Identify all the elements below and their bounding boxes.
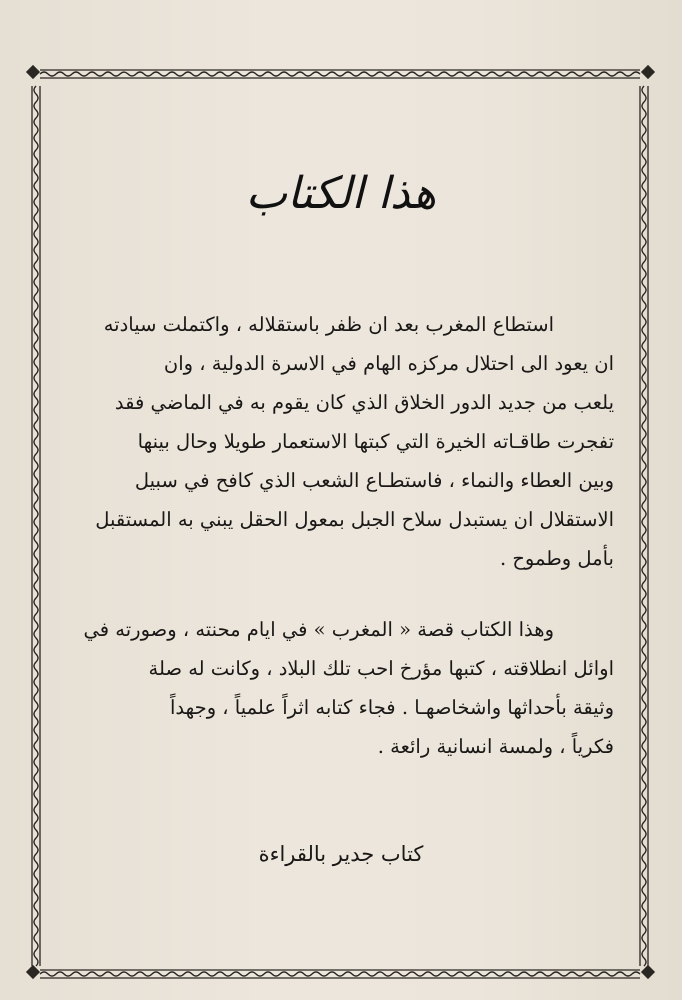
paragraph-line: وبين العطاء والنماء ، فاستطـاع الشعب الذي كافح في سبيل xyxy=(134,469,614,492)
paragraph-line: يلعب من جديد الدور الخلاق الذي كان يقوم به في الماضي فقد xyxy=(114,391,614,414)
paragraph-2 xyxy=(66,610,614,766)
paragraph-line: الاستقلال ان يستبدل سلاح الجبل بمعول الحقل يبني به المستقبل xyxy=(95,508,614,531)
paragraph-line: وثيقة بأحداثها واشخاصهـا . فجاء كتابه اثراً علمياً ، وجهداً xyxy=(170,696,614,719)
paragraph-line: اوائل انطلاقته ، كتبها مؤرخ احب تلك البلاد ، وكانت له صلة xyxy=(148,657,614,680)
paragraph-line: ان يعود الى احتلال مركزه الهام في الاسرة الدولية ، وان xyxy=(163,352,614,375)
paragraph-line: تفجرت طاقـاته الخيرة التي كبتها الاستعمار طويلا وحال بينها xyxy=(137,430,614,453)
paragraph-line: فكرياً ، ولمسة انسانية رائعة . xyxy=(377,735,614,758)
paragraph-1 xyxy=(66,305,614,578)
paragraph-line: بأمل وطموح . xyxy=(499,547,614,570)
page-title: هذا الكتاب xyxy=(245,168,437,219)
closing-line: كتاب جدير بالقراءة xyxy=(258,842,424,866)
paragraph-line: وهذا الكتاب قصة « المغرب » في ايام محنته ، وصورته في xyxy=(83,618,554,641)
paragraph-line: استطاع المغرب بعد ان ظفر باستقلاله ، واكتملت سيادته xyxy=(103,313,554,336)
